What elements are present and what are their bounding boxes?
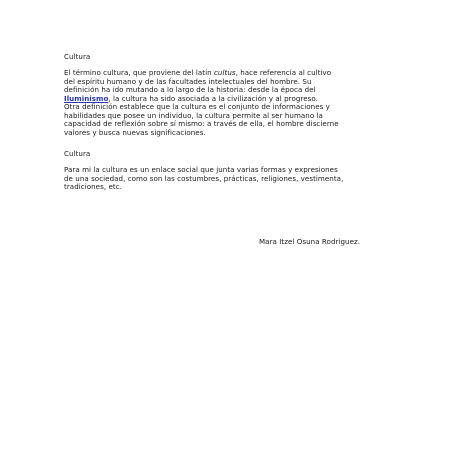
- paragraph-line: Otra definición establece que la cultura es el conjunto de informaciones y: [64, 102, 330, 111]
- iluminismo-link[interactable]: Iluminismo: [64, 93, 109, 103]
- section-heading-1: Cultura: [64, 52, 91, 61]
- latin-term: cultus: [213, 68, 236, 77]
- paragraph-line: habilidades que posee un individuo, la cultura permite al ser humano la: [64, 110, 323, 120]
- text-span: , la cultura ha sido asociada a la civilización y al progreso.: [108, 93, 318, 103]
- paragraph-line: de una sociedad, como son las costumbres, prácticas, religiones, vestimenta,: [64, 173, 344, 183]
- paragraph-personal-opinion: [64, 166, 394, 192]
- paragraph-definition-2: [64, 103, 394, 137]
- section-heading-2: Cultura: [64, 149, 91, 158]
- paragraph-line: capacidad de reflexión sobre sí mismo: a través de ella, el hombre discierne: [64, 119, 339, 129]
- paragraph-line: Para mi la cultura es un enlace social que junta varias formas y expresiones: [64, 165, 338, 174]
- author-signature: Mara Itzel Osuna Rodriguez.: [259, 237, 361, 246]
- text-span: , hace referencia al cultivo: [235, 68, 332, 77]
- paragraph-line: valores y busca nuevas significaciones.: [64, 127, 206, 137]
- paragraph-line: del espíritu humano y de las facultades intelectuales del hombre. Su: [64, 76, 312, 86]
- paragraph-line: tradiciones, etc.: [64, 182, 122, 192]
- paragraph-definition-1: [64, 69, 394, 103]
- paragraph-line: definición ha ido mutando a lo largo de la historia: desde la época del: [64, 85, 316, 95]
- text-span: El término cultura, que proviene del latín: [64, 68, 214, 77]
